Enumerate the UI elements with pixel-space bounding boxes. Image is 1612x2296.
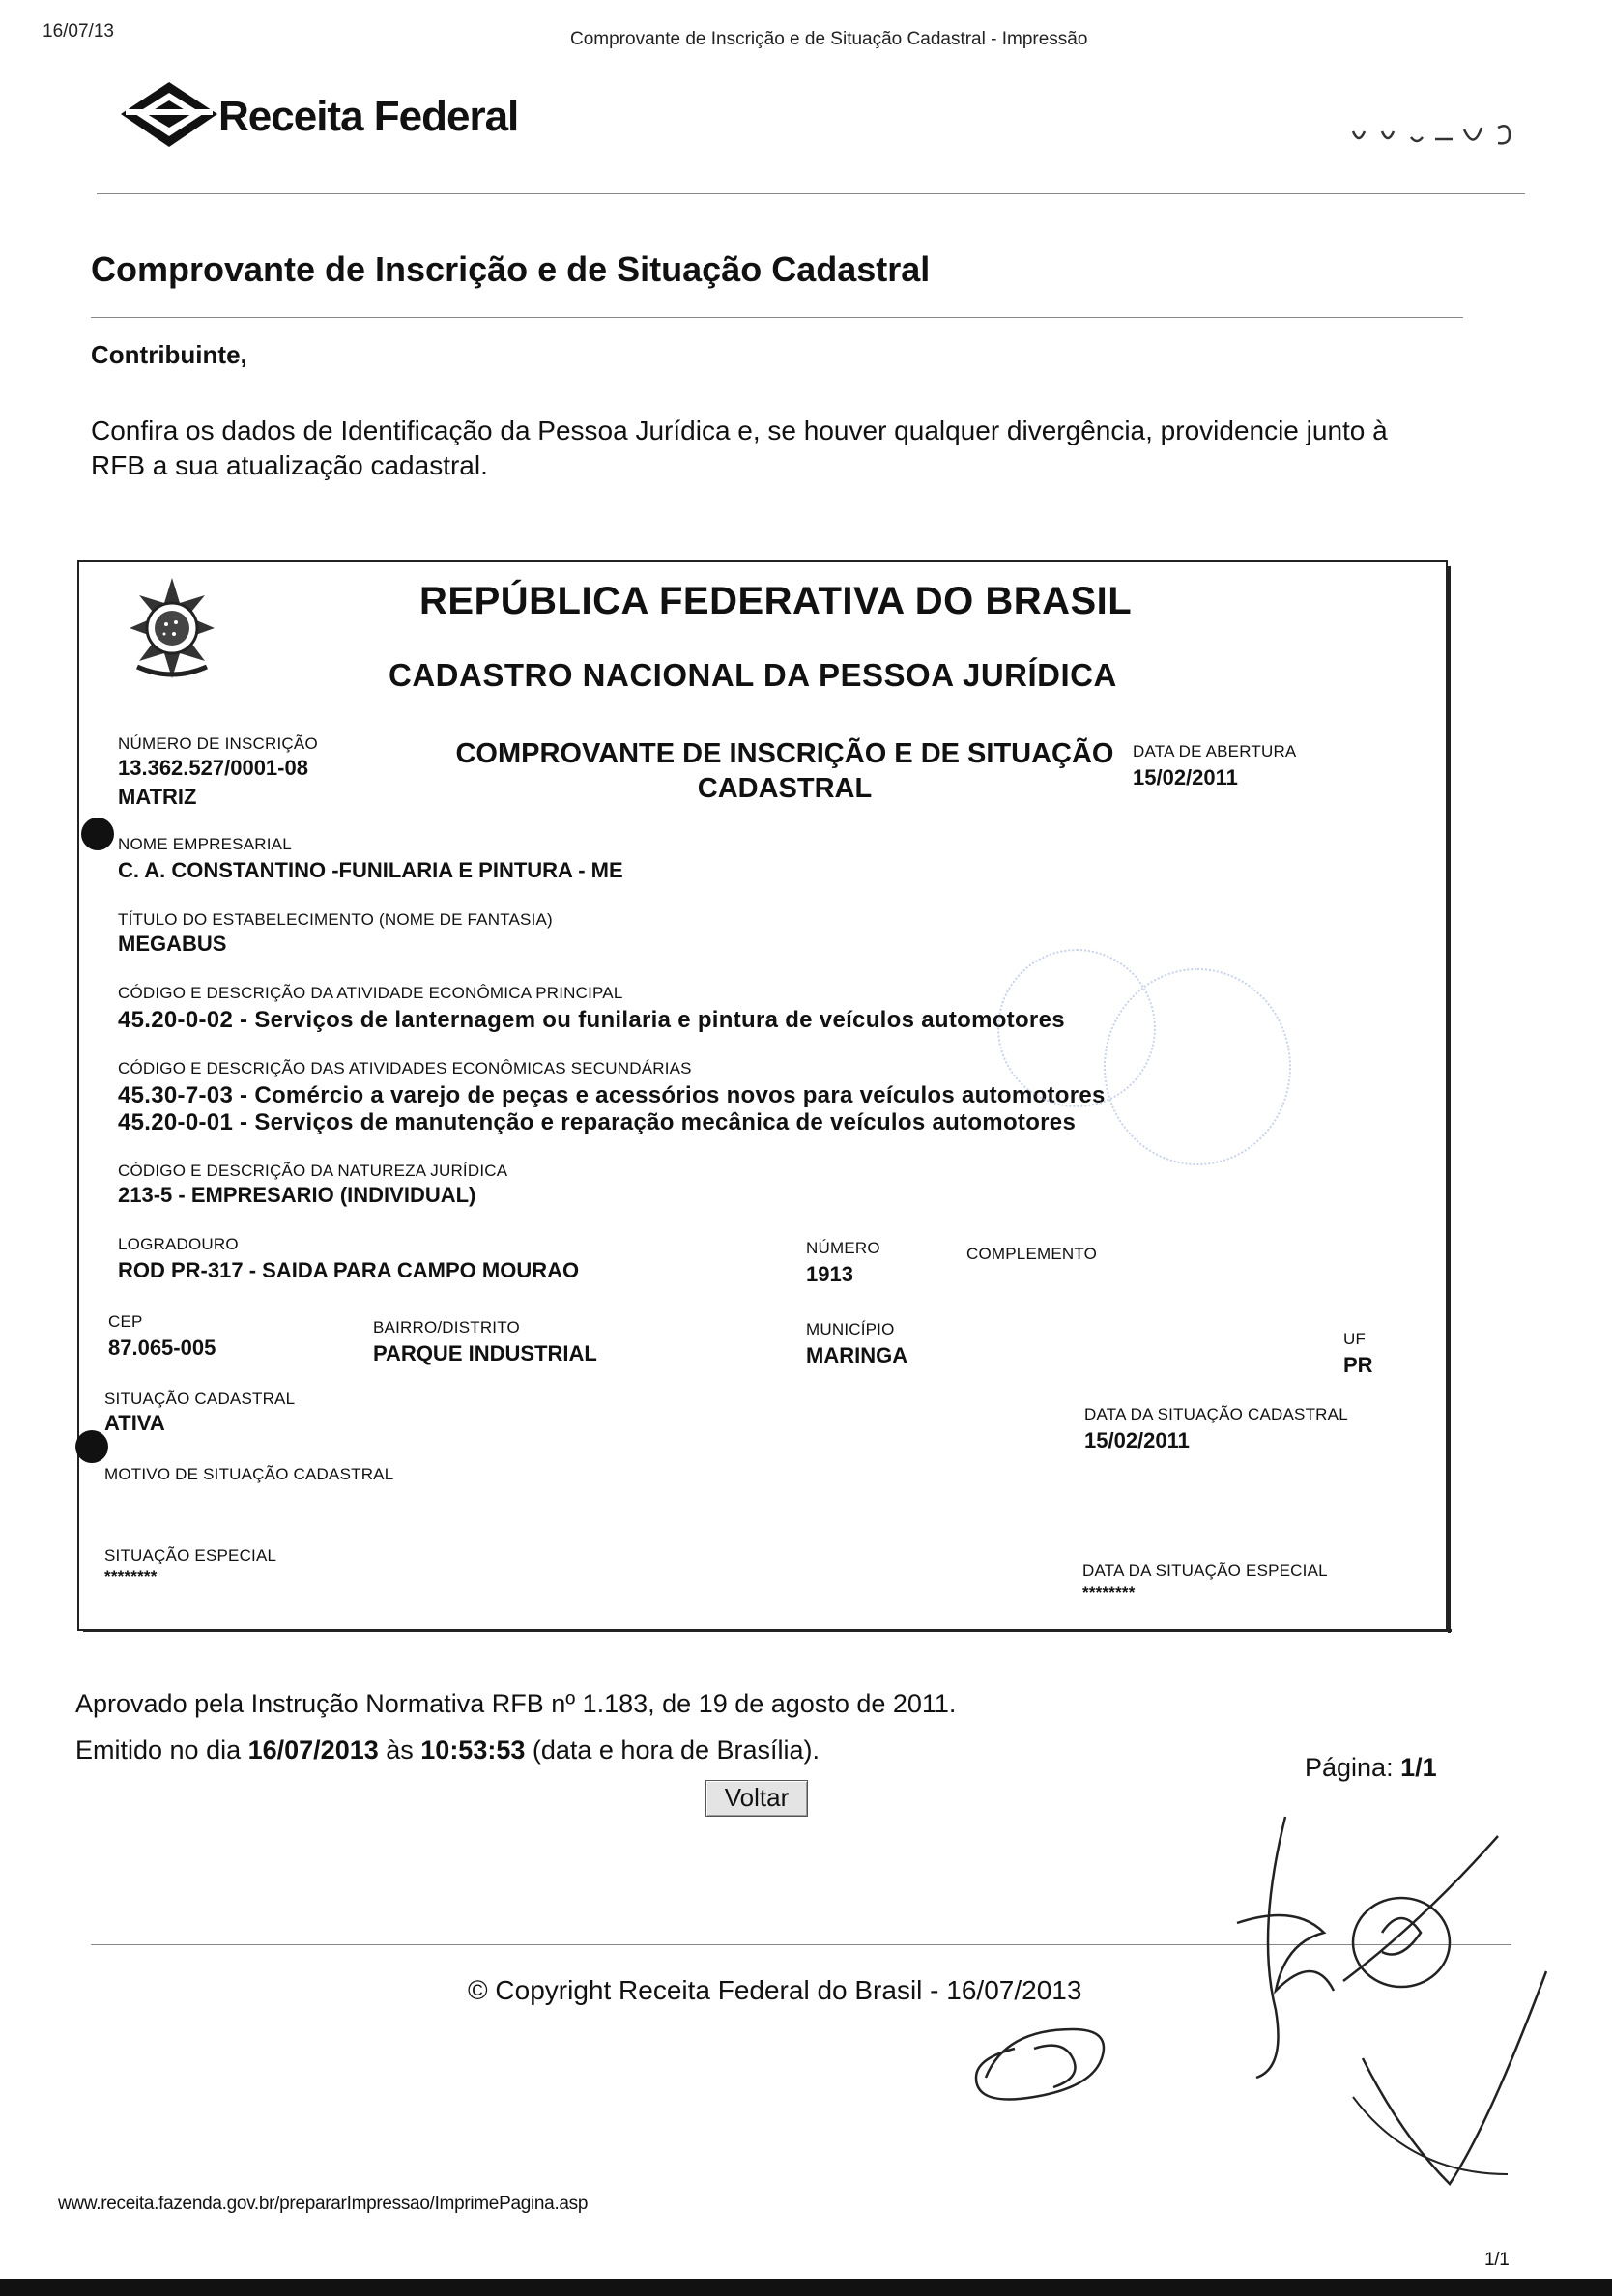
handwritten-initials xyxy=(957,2010,1140,2116)
cep-label: CEP xyxy=(108,1312,143,1331)
logradouro-label: LOGRADOURO xyxy=(118,1235,239,1253)
page-count: 1/1 xyxy=(1484,2250,1510,2270)
titulo-estabelecimento-value: MEGABUS xyxy=(118,932,227,956)
emitido-date: 16/07/2013 xyxy=(247,1736,379,1765)
nome-empresarial-value: C. A. CONSTANTINO -FUNILARIA E PINTURA - ME xyxy=(118,858,623,882)
uf-label: UF xyxy=(1343,1330,1367,1348)
situacao-cadastral-label: SITUAÇÃO CADASTRAL xyxy=(104,1390,296,1408)
source-url: www.receita.fazenda.gov.br/prepararImpressao/ImprimePagina.asp xyxy=(58,2194,589,2214)
handwritten-signature xyxy=(1208,1807,1575,2213)
atividade-principal-value: 45.20-0-02 - Serviços de lanternagem ou funilaria e pintura de veículos automotores xyxy=(118,1007,1065,1033)
emitido-text xyxy=(75,1736,820,1765)
print-date: 16/07/13 xyxy=(43,21,114,42)
situacao-especial-label: SITUAÇÃO ESPECIAL xyxy=(104,1546,277,1564)
cnpj-card xyxy=(77,560,1448,1631)
municipio-label: MUNICÍPIO xyxy=(806,1320,895,1338)
coat-of-arms-icon xyxy=(118,574,226,682)
logo-text: Receita Federal xyxy=(218,93,519,140)
punch-hole xyxy=(75,1430,108,1463)
intro-line-1: Confira os dados de Identificação da Pessoa Jurídica e, se houver qualquer divergência, providencie junto à xyxy=(91,416,1388,445)
numero-inscricao-label: NÚMERO DE INSCRIÇÃO xyxy=(118,734,318,753)
bairro-value: PARQUE INDUSTRIAL xyxy=(373,1341,597,1365)
data-situacao-value: 15/02/2011 xyxy=(1084,1428,1190,1452)
uf-value: PR xyxy=(1343,1353,1373,1377)
situacao-cadastral-value: ATIVA xyxy=(104,1411,165,1435)
data-situacao-especial-label: DATA DA SITUAÇÃO ESPECIAL xyxy=(1082,1562,1328,1580)
handwritten-mark xyxy=(1343,114,1537,153)
voltar-button[interactable]: Voltar xyxy=(705,1780,808,1817)
municipio-value: MARINGA xyxy=(806,1343,908,1367)
emitido-suffix: (data e hora de Brasília). xyxy=(525,1736,820,1765)
page-title: Comprovante de Inscrição e de Situação Cadastral xyxy=(91,249,931,289)
emitido-mid: às xyxy=(378,1736,421,1765)
situacao-especial-value: ******** xyxy=(104,1567,158,1586)
title-divider xyxy=(91,317,1463,318)
data-situacao-especial-value: ******** xyxy=(1082,1583,1136,1601)
pagina-label: Página: xyxy=(1305,1753,1401,1782)
titulo-estabelecimento-label: TÍTULO DO ESTABELECIMENTO (NOME DE FANTASIA) xyxy=(118,910,553,929)
comprovante-heading-line-1: COMPROVANTE DE INSCRIÇÃO E DE SITUAÇÃO xyxy=(455,738,1114,769)
logradouro-value: ROD PR-317 - SAIDA PARA CAMPO MOURAO xyxy=(118,1258,580,1282)
intro-line-2: RFB a sua atualização cadastral. xyxy=(91,450,488,480)
numero-inscricao-value: 13.362.527/0001-08 xyxy=(118,756,308,780)
aprovado-text: Aprovado pela Instrução Normativa RFB nº 1.183, de 19 de agosto de 2011. xyxy=(75,1689,957,1718)
nome-empresarial-label: NOME EMPRESARIAL xyxy=(118,835,292,853)
comprovante-heading xyxy=(398,736,1171,806)
bairro-label: BAIRRO/DISTRITO xyxy=(373,1318,520,1336)
data-abertura-value: 15/02/2011 xyxy=(1133,765,1238,789)
faint-stamp-2 xyxy=(1104,968,1291,1165)
tipo-value: MATRIZ xyxy=(118,785,197,809)
data-abertura-label: DATA DE ABERTURA xyxy=(1133,742,1297,761)
card-title-cadastro: CADASTRO NACIONAL DA PESSOA JURÍDICA xyxy=(389,657,1117,693)
comprovante-heading-line-2: CADASTRAL xyxy=(697,773,873,804)
data-situacao-label: DATA DA SITUAÇÃO CADASTRAL xyxy=(1084,1405,1348,1423)
numero-value: 1913 xyxy=(806,1262,853,1286)
card-shadow-right xyxy=(1448,566,1451,1633)
card-title-republica: REPÚBLICA FEDERATIVA DO BRASIL xyxy=(419,580,1133,622)
copyright-text: © Copyright Receita Federal do Brasil - 16/07/2013 xyxy=(468,1975,1082,2005)
greeting: Contribuinte, xyxy=(91,340,247,369)
cep-value: 87.065-005 xyxy=(108,1335,216,1360)
motivo-situacao-label: MOTIVO DE SITUAÇÃO CADASTRAL xyxy=(104,1465,394,1483)
pagina-indicator xyxy=(1305,1753,1437,1783)
emitido-prefix: Emitido no dia xyxy=(75,1736,248,1765)
receita-federal-emblem-icon xyxy=(116,77,222,155)
natureza-juridica-value: 213-5 - EMPRESARIO (INDIVIDUAL) xyxy=(118,1183,476,1207)
scan-border xyxy=(0,2279,1612,2296)
punch-hole xyxy=(81,818,114,850)
complemento-label: COMPLEMENTO xyxy=(966,1245,1098,1263)
atividade-principal-label: CÓDIGO E DESCRIÇÃO DA ATIVIDADE ECONÔMICA PRINCIPAL xyxy=(118,984,623,1002)
atividade-secundaria-2: 45.20-0-01 - Serviços de manutenção e reparação mecânica de veículos automotores xyxy=(118,1109,1077,1135)
atividade-secundaria-1: 45.30-7-03 - Comércio a varejo de peças e acessórios novos para veículos automotores xyxy=(118,1082,1106,1108)
print-doc-title: Comprovante de Inscrição e de Situação Cadastral - Impressão xyxy=(570,29,1088,49)
natureza-juridica-label: CÓDIGO E DESCRIÇÃO DA NATUREZA JURÍDICA xyxy=(118,1162,508,1180)
numero-label: NÚMERO xyxy=(806,1239,880,1257)
emitido-time: 10:53:53 xyxy=(420,1736,526,1765)
top-divider xyxy=(97,193,1525,194)
pagina-value: 1/1 xyxy=(1400,1753,1437,1782)
intro-paragraph xyxy=(91,414,1444,483)
atividades-secundarias-label: CÓDIGO E DESCRIÇÃO DAS ATIVIDADES ECONÔMICAS SECUNDÁRIAS xyxy=(118,1059,692,1077)
